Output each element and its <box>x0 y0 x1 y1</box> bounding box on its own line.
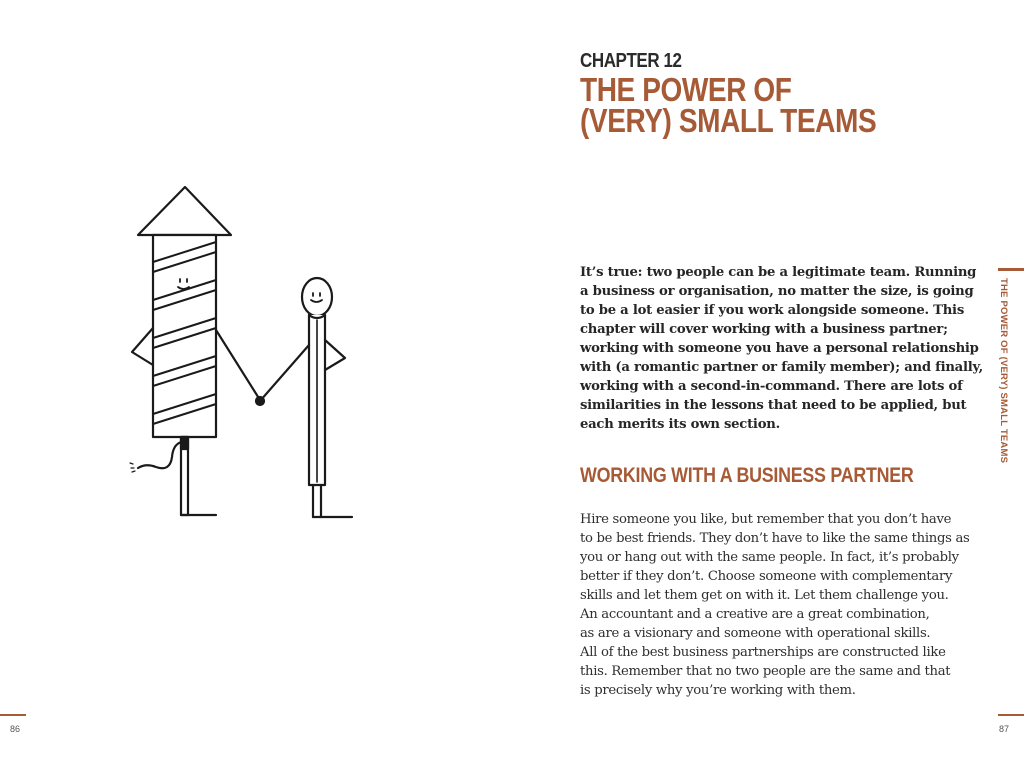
rocket-cone-icon <box>138 187 231 235</box>
intro-line: similarities in the lessons that need to be applied, but <box>580 398 967 413</box>
match-head-icon <box>302 278 332 316</box>
folio-rule-right <box>998 714 1024 716</box>
rocket-left-arm <box>132 328 153 365</box>
intro-line: each merits its own section. <box>580 417 780 432</box>
intro-line: It’s true: two people can be a legitimate team. Running <box>580 265 977 280</box>
intro-line: to be a lot easier if you work alongside someone. This <box>580 303 964 318</box>
body-line: is precisely why you’re working with them. <box>580 683 856 698</box>
page-number-right: 87 <box>999 724 1010 734</box>
chapter-title <box>580 71 877 139</box>
intro-line: working with a second-in-command. There are lots of <box>580 379 963 394</box>
chapter-title-line: THE POWER OF <box>580 71 792 108</box>
page-number-left: 86 <box>10 724 21 734</box>
intro-line: chapter will cover working with a business partner; <box>580 322 948 337</box>
body-line: An accountant and a creative are a great combination, <box>580 607 930 622</box>
body-line: All of the best business partnerships are constructed like <box>580 645 946 660</box>
side-tab-marker <box>998 268 1024 271</box>
rocket-fuse <box>138 442 181 468</box>
body-line: better if they don’t. Choose someone with complementary <box>580 569 953 584</box>
match-right-arm <box>325 340 345 370</box>
folio-rule-left <box>0 714 26 716</box>
intro-line: working with someone you have a personal relationship <box>580 341 979 356</box>
body-line: you or hang out with the same people. In fact, it’s probably <box>580 550 959 565</box>
body-line: as are a visionary and someone with operational skills. <box>580 626 931 641</box>
chapter-title-line: (VERY) SMALL TEAMS <box>580 102 877 139</box>
intro-paragraph <box>580 263 983 434</box>
body-paragraph <box>580 510 970 700</box>
section-heading: WORKING WITH A BUSINESS PARTNER <box>580 464 914 487</box>
side-tab-running-head: THE POWER OF (VERY) SMALL TEAMS <box>998 278 1009 464</box>
body-line: this. Remember that no two people are the same and that <box>580 664 951 679</box>
intro-line: with (a romantic partner or family member); and finally, <box>580 360 983 375</box>
rocket-and-match-illustration <box>120 180 370 525</box>
body-line: Hire someone you like, but remember that you don’t have <box>580 512 952 527</box>
body-line: to be best friends. They don’t have to like the same things as <box>580 531 970 546</box>
body-line: skills and let them get on with it. Let them challenge you. <box>580 588 949 603</box>
match-left-arm <box>260 345 309 401</box>
rocket-right-arm <box>216 330 260 400</box>
intro-line: a business or organisation, no matter the size, is going <box>580 284 974 299</box>
chapter-label: CHAPTER 12 <box>580 50 682 72</box>
